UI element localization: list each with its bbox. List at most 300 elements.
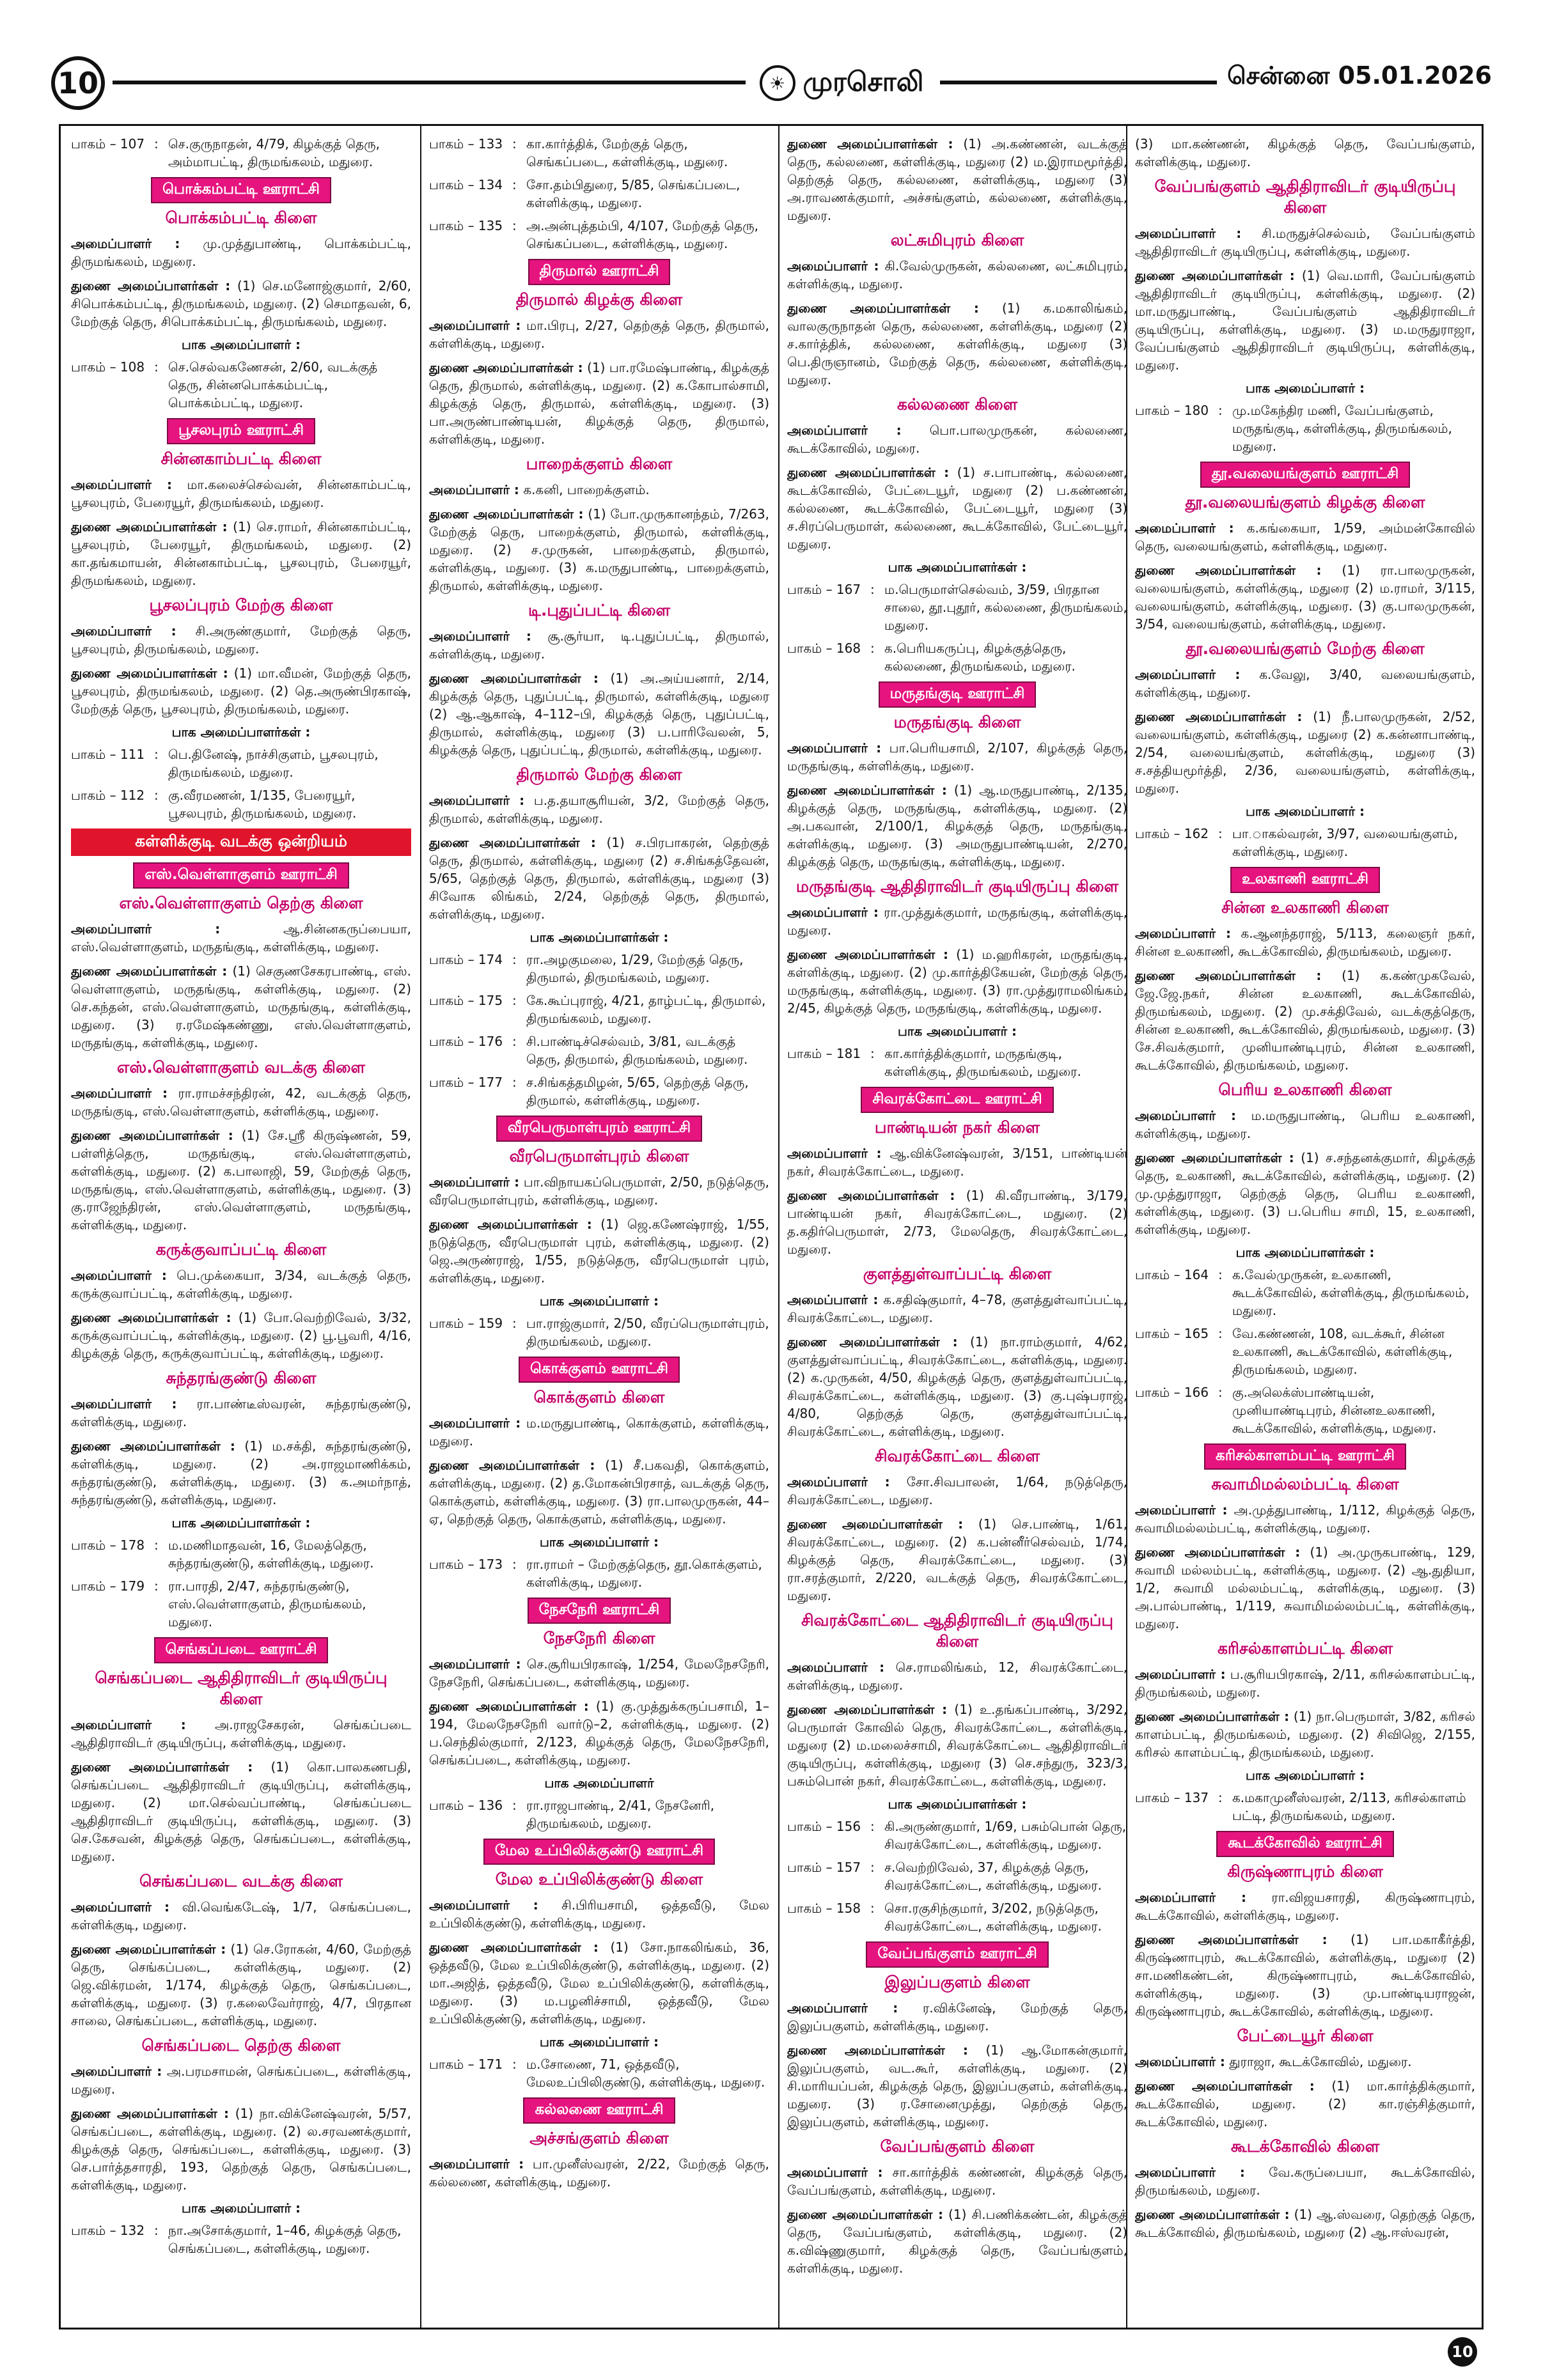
organizer-entry — [1135, 665, 1475, 701]
organizer-entry — [787, 1999, 1127, 2035]
booth-organizer-details: கி.அருண்குமார், 1/69, பசும்பொன் தெரு, சிவரக்கோட்டை, கள்ளிக்குடி, மதுரை. — [884, 1819, 1127, 1852]
branch-heading: திருமால் மேற்கு கிளை — [516, 765, 682, 784]
booth-separator: : — [154, 747, 159, 762]
section-heading-label: திருமால் ஊராட்சி — [528, 259, 671, 285]
role-label: துணை அமைப்பாளர்கள் : — [1135, 968, 1322, 983]
booth-separator: : — [512, 1557, 517, 1572]
booth-entry — [787, 1899, 1127, 1935]
role-label: அமைப்பாளர் : — [1135, 226, 1242, 241]
role-label: அமைப்பாளர் : — [71, 1396, 177, 1412]
organizer-details: க.வேலு, 3/40, வலையங்குளம், கள்ளிக்குடி, மதுரை. — [1135, 667, 1475, 700]
role-label: அமைப்பாளர் : — [1135, 667, 1241, 682]
booth-number: பாகம் – 173 — [429, 1557, 503, 1572]
branch-heading: கிருஷ்ணாபுரம் கிளை — [1227, 1862, 1383, 1881]
section-heading-label: வீரபெருமாள்புரம் ஊராட்சி — [496, 1116, 702, 1142]
section-heading-label: கரிசல்காளம்பட்டி ஊராட்சி — [1204, 1443, 1406, 1470]
organizer-details: (1) க.கண்முகவேல், ஜே.ஜே.நகர், சின்ன உலகாணி, கூடக்கோவில், திருமங்கலம், மதுரை. (2) மு.சக்திவேல், வடக்குத்தெரு, சின்ன உலகாணி, கூடக்கோவில், திருமங்கலம், மதுரை. (3) சே.சிவக்குமார், முனியாண்டிபுரம், சின்ன உலகாணி, கூடக்கோவில், திருமங்கலம், மதுரை. — [1135, 968, 1475, 1073]
column-divider — [420, 126, 421, 2328]
organizer-entry — [71, 235, 411, 270]
section-heading — [71, 1637, 411, 1663]
organizer-entry — [1135, 519, 1475, 555]
branch-heading: மேல உப்பிலிக்குண்டு கிளை — [495, 1870, 703, 1888]
booth-organizer-details: சி.பாண்டிச்செல்வம், 3/81, வடக்குத் தெரு, திருமால், திருமங்கலம், மதுரை. — [526, 1034, 748, 1067]
organizer-details: சோ.சிவபாலன், 1/64, நடுத்தெரு, சிவரக்கோட்டை, மதுரை. — [787, 1474, 1127, 1507]
organizer-details: பா.விநாயகப்பெருமாள், 2/50, நடுத்தெரு, வீரபெருமாள்புரம், கள்ளிக்குடி, மதுரை. — [429, 1174, 769, 1208]
organizer-entry — [71, 1898, 411, 1934]
section-heading-label: தூ.வலையங்குளம் ஊராட்சி — [1200, 462, 1410, 488]
role-label: அமைப்பாளர் : — [787, 2165, 883, 2180]
booth-number: பாகம் – 107 — [71, 136, 145, 152]
organizer-entry — [429, 1697, 769, 1769]
role-label: துணை அமைப்பாளர்கள் : — [787, 300, 979, 316]
branch-heading: நேசநேரி கிளை — [543, 1629, 655, 1647]
organizer-entry — [787, 2205, 1127, 2277]
organizer-entry — [429, 316, 769, 352]
role-label: துணை அமைப்பாளர்கள் : — [71, 519, 228, 534]
branch-heading: கல்லணை கிளை — [897, 395, 1018, 414]
organizer-details: ம.மருதுபாண்டி, பெரிய உலகாணி, கள்ளிக்குடி, மதுரை. — [1135, 1108, 1475, 1141]
booth-entry — [71, 2221, 411, 2257]
booth-number: பாகம் – 132 — [71, 2223, 145, 2238]
role-label: அமைப்பாளர் : — [429, 318, 521, 333]
organizer-entry — [1135, 1149, 1475, 1238]
booth-entry — [429, 217, 769, 253]
booth-number: பாகம் – 168 — [787, 641, 861, 656]
role-label: அமைப்பாளர் : — [1135, 2054, 1225, 2069]
organizer-details: ரா.விஜயசாரதி, கிருஷ்ணாபுரம், கூடக்கோவில், கள்ளிக்குடி, மதுரை. — [1135, 1890, 1475, 1923]
booth-organizer-details: ச.வெற்றிவேல், 37, கிழக்குத் தெரு, சிவரக்கோட்டை, கள்ளிக்குடி, மதுரை. — [884, 1860, 1102, 1893]
role-label: அமைப்பாளர் : — [71, 921, 221, 937]
booth-entry — [429, 1555, 769, 1591]
booth-entry — [1135, 1266, 1475, 1319]
booth-separator: : — [870, 1901, 875, 1916]
organizer-details: (1) கொ.பாலகணபதி, செங்கப்படை ஆதிதிராவிடர் குடியிருப்பு, கள்ளிக்குடி, மதுரை. (2) மா.செல்வப்பாண்டி, செங்கப்படை ஆதிதிராவிடர் குடியிருப்பு, கள்ளிக்குடி, மதுரை. (3) செ.கேசவன், கிழக்குத் தெரு, செங்கப்படை, கள்ளிக்குடி, மதுரை. — [71, 1759, 411, 1864]
booth-number: பாகம் – 164 — [1135, 1267, 1209, 1282]
section-heading-label: கல்லணை ஊராட்சி — [523, 2097, 675, 2124]
booth-number: பாகம் – 166 — [1135, 1385, 1209, 1400]
role-label: துணை அமைப்பாளர்கள் : — [71, 1128, 233, 1143]
organizer-entry — [71, 1437, 411, 1509]
branch-heading: செங்கப்படை தெற்கு கிளை — [141, 2036, 341, 2055]
role-label: அமைப்பாளர் : — [1135, 1890, 1246, 1905]
organizer-entry — [429, 1173, 769, 1209]
booth-number: பாகம் – 165 — [1135, 1326, 1209, 1341]
booth-separator: : — [870, 1860, 875, 1875]
booth-organizer-heading: பாக அமைப்பாளர் : — [1245, 1768, 1365, 1783]
booth-organizer-details: கு.அலெக்ஸ்பாண்டியன், முனியாண்டிபுரம், சின்னஉலகாணி, கூடக்கோவில், கள்ளிக்குடி, மதுரை. — [1232, 1385, 1437, 1436]
role-label: துணை அமைப்பாளர்கள் : — [787, 2207, 943, 2222]
booth-separator: : — [512, 218, 517, 233]
booth-entry — [71, 135, 411, 171]
organizer-details: (1) ரா.பாலமுருகன், வலையங்குளம், கள்ளிக்குடி, மதுரை (2) ம.ராமர், 3/115, வலையங்குளம், கள்ளிக்குடி, மதுரை. (3) கு.பாலமுருகன், 3/54, வலையங்குளம், கள்ளிக்குடி, மதுரை. — [1135, 563, 1475, 632]
booth-organizer-heading: பாக அமைப்பாளர் : — [181, 2200, 301, 2216]
organizer-entry — [429, 1655, 769, 1691]
sun-emblem-icon: ☀ — [760, 65, 795, 101]
booth-separator: : — [154, 136, 159, 152]
organizer-details: (1) ஆ.மோகன்குமார், இலுப்பகுளம், வட.கூர், கள்ளிக்குடி, மதுரை. (2) சி.மாரியப்பன், கிழக்குத் தெரு, இலுப்பகுளம், கள்ளிக்குடி, மதுரை. (3) ர.சோனைமுத்து, தெற்குத் தெரு, இலுப்பகுளம், கள்ளிக்குடி, மதுரை. — [787, 2042, 1127, 2129]
organizer-entry — [429, 834, 769, 923]
role-label: துணை அமைப்பாளர்கள் : — [71, 2106, 230, 2121]
organizer-details: சூ.சூர்யா, டி.புதுப்பட்டி, திருமால், கள்ளிக்குடி, மதுரை. — [429, 628, 769, 662]
organizer-entry — [787, 1144, 1127, 1180]
role-label: துணை அமைப்பாளர்கள் : — [1135, 2078, 1315, 2094]
organizer-entry — [1135, 1931, 1475, 2020]
role-label: அமைப்பாளர் : — [429, 482, 519, 497]
role-label: துணை அமைப்பாளர்கள் : — [429, 1458, 595, 1473]
branch-heading: பாண்டியன் நகர் கிளை — [874, 1118, 1040, 1137]
booth-separator: : — [512, 177, 517, 192]
organizer-details: பெ.முக்கையா, 3/34, வடக்குத் தெரு, கருக்குவாப்பட்டி, கள்ளிக்குடி, மதுரை. — [71, 1268, 411, 1301]
role-label: துணை அமைப்பாளர்கள் : — [787, 1334, 958, 1349]
role-label: அமைப்பாளர் : — [71, 1899, 170, 1915]
booth-number: பாகம் – 133 — [429, 136, 503, 152]
branch-heading: செங்கப்படை ஆதிதிராவிடர் குடியிருப்பு கிளை — [95, 1668, 388, 1708]
booth-entry — [1135, 1383, 1475, 1437]
section-heading-label: மேல உப்பிலிக்குண்டு ஊராட்சி — [483, 1839, 715, 1865]
booth-organizer-details: சோ.தம்பிதுரை, 5/85, செங்கப்படை, கள்ளிக்குடி, மதுரை. — [526, 177, 740, 210]
organizer-entry — [787, 299, 1127, 389]
section-heading-label: உலகாணி ஊராட்சி — [1230, 867, 1380, 893]
booth-number: பாகம் – 177 — [429, 1075, 503, 1090]
role-label: அமைப்பாளர் : — [429, 1174, 520, 1190]
booth-number: பாகம் – 136 — [429, 1798, 503, 1813]
organizer-entry — [429, 791, 769, 827]
organizer-details: (1) ச.பிரபாகரன், தெற்குத் தெரு, திருமால், கள்ளிக்குடி, மதுரை (2) ச.சிங்கத்தேவன், 5/65, தெற்குத் தெரு, திருமால், கள்ளிக்குடி, மதுரை (3) சிவோக லிங்கம், 2/24, தெற்குத் தெரு, திருமால், கள்ளிக்குடி, மதுரை. — [429, 835, 769, 922]
branch-heading: சின்ன உலகாணி கிளை — [1221, 898, 1389, 917]
role-label: துணை அமைப்பாளர்கள் : — [429, 1699, 589, 1714]
booth-entry — [429, 135, 769, 171]
role-label: துணை அமைப்பாளர்கள் : — [1135, 1932, 1328, 1947]
organizer-entry — [429, 1938, 769, 2028]
branch-heading: பொக்கம்பட்டி கிளை — [165, 208, 317, 227]
organizer-entry — [71, 1940, 411, 2030]
role-label: துணை அமைப்பாளர்கள் : — [71, 665, 228, 681]
organizer-entry — [71, 1126, 411, 1234]
booth-entry — [1135, 1325, 1475, 1378]
edition-date: சென்னை 05.01.2026 — [1217, 61, 1492, 93]
booth-separator: : — [154, 2223, 159, 2238]
branch-heading: சுவாமிமல்லம்பட்டி கிளை — [1211, 1475, 1399, 1493]
booth-organizer-heading: பாக அமைப்பாளர் : — [539, 2034, 659, 2049]
organizer-details: மா.கலைச்செல்வன், சின்னகாம்பட்டி, பூசலபுரம், பேரையூர், திருமங்கலம், மதுரை. — [71, 477, 411, 510]
organizer-entry — [787, 903, 1127, 939]
section-heading-label: வேப்பங்குளம் ஊராட்சி — [866, 1941, 1048, 1968]
organizer-details: அ.பரமசாமன், செங்கப்படை, கள்ளிக்குடி, மதுரை. — [71, 2064, 411, 2097]
booth-organizer-details: கா.கார்த்திக், மேற்குத் தெரு, செங்கப்படை, கள்ளிக்குடி, மதுரை. — [526, 136, 728, 169]
organizer-entry — [787, 1291, 1127, 1326]
branch-heading: சிவரக்கோட்டை கிளை — [874, 1447, 1040, 1465]
booth-separator: : — [512, 2057, 517, 2072]
booth-separator: : — [154, 788, 159, 803]
paper-name: முரசொலி — [803, 65, 924, 97]
organizer-details: கி.வேல்முருகன், கல்லணை, லட்சுமிபுரம், கள்ளிக்குடி, மதுரை. — [787, 258, 1127, 292]
organizer-details: (1) நா.விக்னேஷ்வரன், 5/57, செங்கப்படை, கள்ளிக்குடி, மதுரை. (2) ல.சரவணக்குமார், கிழக்குத் தெரு, செங்கப்படை, கள்ளிக்குடி, மதுரை. (3) செ.பார்த்தசாரதி, 193, தெற்குத் தெரு, செங்கப்படை, கள்ளிக்குடி, மதுரை. — [71, 2106, 411, 2193]
section-heading — [429, 2097, 769, 2124]
role-label: அமைப்பாளர் : — [787, 423, 902, 438]
section-heading — [1135, 1831, 1475, 1857]
branch-heading: சுந்தரங்குண்டு கிளை — [166, 1369, 317, 1387]
booth-separator: : — [154, 1578, 159, 1594]
role-label: அமைப்பாளர் : — [787, 740, 882, 756]
branch-heading: வீரபெருமாள்புரம் கிளை — [509, 1147, 689, 1165]
branch-heading: கூடக்கோவில் கிளை — [1230, 2137, 1380, 2156]
organizer-details: (1) அ.முருகபாண்டி, 129, சுவாமி மல்லம்பட்டி, கள்ளிக்குடி, மதுரை. (2) ஆ.துதியா, 1/2, சுவாமி மல்லம்பட்டி, கள்ளிக்குடி, மதுரை. (3) அ.பால்பாண்டி, 1/119, சுவாமிமல்லம்பட்டி, கள்ளிக்குடி, மதுரை. — [1135, 1544, 1475, 1631]
organizer-entry — [787, 2041, 1127, 2131]
booth-organizer-details: ரா.ராஜபாண்டி, 2/41, நேசனேரி, திருமங்கலம், மதுரை. — [526, 1798, 715, 1831]
role-label: அமைப்பாளர் : — [787, 2000, 898, 2016]
organizer-details: (1) மா.வீமன், மேற்குத் தெரு, பூசலபுரம், திருமங்கலம், மதுரை. (2) தெ.அருண்பிரகாஷ், மேற்குத் தெரு, பூசலபுரம், திருமங்கலம், மதுரை. — [71, 665, 411, 717]
organizer-details: (1) சோ.நாகலிங்கம், 36, ஒத்தவீடு, மேல உப்பிலிக்குண்டு, கள்ளிக்குடி, மதுரை. (2) மா.அஜித், ஒத்தவீடு, மேல உப்பிலிக்குண்டு, கள்ளிக்குடி, மதுரை. (3) ம.பழனிச்சாமி, ஒத்தவீடு, மேல உப்பிலிக்குண்டு, கள்ளிக்குடி, மதுரை. — [429, 1940, 769, 2026]
booth-organizer-details: க.பெரியகருப்பு, கிழக்குத்தெரு, கல்லணை, திருமங்கலம், மதுரை. — [884, 641, 1076, 674]
role-label: அமைப்பாளர் : — [71, 623, 176, 639]
organizer-details: செ.ராமலிங்கம், 12, சிவரக்கோட்டை, கள்ளிக்குடி, மதுரை. — [787, 1660, 1127, 1693]
branch-heading: டி.புதுப்பட்டி கிளை — [528, 601, 671, 619]
role-label: அமைப்பாளர் : — [1135, 926, 1232, 941]
section-heading-label: பூசலபுரம் ஊராட்சி — [167, 418, 315, 444]
booth-organizer-details: சொ.ரகுசிந்குமார், 3/202, நடுத்தெரு, சிவரக்கோட்டை, கள்ளிக்குடி, மதுரை. — [884, 1901, 1102, 1934]
booth-organizer-details: ம.பெருமாள்செல்வம், 3/59, பிரதான சாலை, தூ.புதூர், கல்லணை, திருமங்கலம், மதுரை. — [884, 582, 1127, 633]
organizer-entry — [71, 1084, 411, 1120]
organizer-details: சி.பிரியசாமி, ஒத்தவீடு, மேல உப்பிலிக்குண்டு, கள்ளிக்குடி, மதுரை. — [429, 1897, 769, 1931]
organizer-details: (1) நா.ராம்குமார், 4/62, குளத்துள்வாப்பட்டி, சிவரக்கோட்டை, கள்ளிக்குடி, மதுரை. (2) க.முருகன், 4/50, கிழக்குத் தெரு, குளத்துள்வாப்பட்டி, சிவரக்கோட்டை, கள்ளிக்குடி, மதுரை. (3) கு.புஷ்பராஜ், 4/80, தெற்குத் தெரு, குளத்துள்வாப்பட்டி, சிவரக்கோட்டை, கள்ளிக்குடி, மதுரை. — [787, 1334, 1127, 1439]
booth-entry — [429, 176, 769, 212]
booth-entry — [787, 1817, 1127, 1853]
booth-number: பாகம் – 167 — [787, 582, 861, 597]
branch-heading: குளத்துள்வாப்பட்டி கிளை — [863, 1264, 1052, 1283]
role-label: அமைப்பாளர் : — [787, 1474, 890, 1489]
branch-heading: மருதங்குடி கிளை — [893, 713, 1021, 731]
organizer-details: (1) நா.பெருமாள், 3/82, கரிசல் காளம்பட்டி, திருமங்கலம், மதுரை. (2) சிவிஜெ, 2/155, கரிசல் காளம்பட்டி, திருமங்கலம், மதுரை. — [1135, 1709, 1475, 1760]
booth-number: பாகம் – 174 — [429, 952, 503, 967]
booth-entry — [429, 951, 769, 986]
role-label: துணை அமைப்பாளர்கள் : — [71, 1941, 226, 1957]
role-label: துணை அமைப்பாளர்கள் : — [429, 1217, 592, 1232]
organizer-entry — [71, 476, 411, 511]
branch-heading: தூ.வலையங்குளம் கிழக்கு கிளை — [1185, 493, 1425, 511]
booth-entry — [429, 2055, 769, 2091]
organizer-details: மா.பிரபு, 2/27, தெற்குத் தெரு, திருமால், கள்ளிக்குடி, மதுரை. — [429, 318, 769, 351]
role-label: துணை அமைப்பாளர்கள் : — [71, 1759, 253, 1775]
booth-entry — [1135, 1789, 1475, 1824]
organizer-details: பா.முனீஸ்வரன், 2/22, மேற்குத் தெரு, கல்லணை, கள்ளிக்குடி, மதுரை. — [429, 2156, 769, 2189]
role-label: துணை அமைப்பாளர்கள் : — [1135, 563, 1322, 578]
booth-separator: : — [870, 582, 875, 597]
section-heading — [787, 1087, 1127, 1113]
booth-entry — [429, 1073, 769, 1109]
organizer-details: அ.முத்துபாண்டி, 1/112, கிழக்குத் தெரு, சுவாமிமல்லம்பட்டி, கள்ளிக்குடி, மதுரை. — [1135, 1502, 1475, 1536]
organizer-details: சி.அருண்குமார், மேற்குத் தெரு, பூசலபுரம், திருமங்கலம், மதுரை. — [71, 623, 411, 657]
booth-organizer-details: ம.சோணை, 71, ஒத்தவீடு, மேலஉப்பிலிகுண்டு, கள்ளிக்குடி, மதுரை. — [526, 2057, 765, 2090]
booth-entry — [429, 1796, 769, 1832]
organizer-details: (1) ஆ.ஸ்வரை, தெற்குத் தெரு, கூடக்கோவில், திருமங்கலம், மதுரை (2) ஆ.ஈஸ்வரன், — [1135, 2207, 1475, 2240]
organizer-entry — [1135, 708, 1475, 797]
role-label: அமைப்பாளர் : — [71, 1717, 186, 1732]
booth-entry — [429, 1314, 769, 1350]
booth-separator: : — [1218, 1790, 1223, 1805]
role-label: துணை அமைப்பாளர்கள் : — [71, 1310, 231, 1325]
organizer-details: (1) ம.ஹரிகரன், மருதங்குடி, கள்ளிக்குடி, மதுரை. (2) மு.கார்த்திகேயன், மேற்குத் தெரு, மருதங்குடி, கள்ளிக்குடி, மதுரை. (3) ரா.முத்துராமலிங்கம், 2/45, கிழக்குத் தெரு, மருதங்குடி, கள்ளிக்குடி, மதுரை. — [787, 947, 1127, 1016]
organizer-entry — [1135, 2077, 1475, 2131]
masthead — [51, 56, 1492, 107]
content-frame — [59, 124, 1484, 2329]
organizer-details: (1) சீ.பகவதி, கொக்குளம், கள்ளிக்குடி, மதுரை. (2) த.மோகன்பிரசாத், வடக்குத் தெரு, கொக்குளம், கள்ளிக்குடி, மதுரை. (3) ரா.பாலமுருகன், 44–ஏ, தெற்குத் தெரு, கொக்குளம், கள்ளிக்குடி, மதுரை. — [429, 1458, 769, 1527]
booth-entry — [1135, 401, 1475, 455]
branch-heading: செங்கப்படை வடக்கு கிளை — [139, 1872, 343, 1890]
booth-separator: : — [870, 1819, 875, 1834]
branch-heading: சின்னகாம்பட்டி கிளை — [161, 449, 322, 468]
organizer-entry — [787, 2163, 1127, 2199]
section-heading-label: கொக்குளம் ஊராட்சி — [519, 1357, 680, 1383]
section-heading-label: மருதங்குடி ஊராட்சி — [879, 681, 1037, 708]
booth-separator: : — [512, 1034, 517, 1049]
booth-separator: : — [1218, 1326, 1223, 1341]
organizer-entry — [787, 1333, 1127, 1440]
role-label: அமைப்பாளர் : — [71, 236, 180, 251]
role-label: துணை அமைப்பாளர்கள் : — [71, 963, 228, 979]
organizer-entry — [71, 277, 411, 331]
footer-page-number: 10 — [1448, 2337, 1477, 2367]
organizer-details: (1) க.மகாலிங்கம், வாலகுருநாதன் தெரு, கல்லணை, கள்ளிக்குடி, மதுரை (2) ச.கார்த்திக், கல்லணை, கள்ளிக்குடி, மதுரை (3) பெ.திருஞானம், மேற்குத் தெரு, கல்லணை, கள்ளிக்குடி, மதுரை. — [787, 300, 1127, 387]
organizer-entry — [429, 1896, 769, 1932]
organizer-entry — [71, 1716, 411, 1752]
booth-number: பாகம் – 135 — [429, 218, 503, 233]
organizer-entry — [429, 669, 769, 759]
booth-number: பாகம் – 179 — [71, 1578, 145, 1594]
organizer-entry — [1135, 1543, 1475, 1633]
section-heading — [71, 862, 411, 889]
column-4 — [1135, 135, 1475, 2321]
booth-separator: : — [512, 1316, 517, 1331]
organizer-details: வே.கருப்பையா, கூடக்கோவில், திருமங்கலம், மதுரை. — [1135, 2165, 1475, 2198]
booth-number: பாகம் – 176 — [429, 1034, 503, 1049]
role-label: துணை அமைப்பாளர்கள் : — [429, 671, 599, 686]
booth-number: பாகம் – 111 — [71, 747, 145, 762]
organizer-entry — [787, 1658, 1127, 1694]
branch-heading: அச்சங்குளம் கிளை — [529, 2129, 669, 2147]
organizer-details: (1) செகுணசேகரபாண்டி, எஸ். வெள்ளாகுளம், மருதங்குடி, கள்ளிக்குடி, மதுரை. (2) செ.கந்தன், எஸ்.வெள்ளாகுளம், மருதங்குடி, கள்ளிக்குடி, மதுரை. (3) ர.ரமேஷ்கண்ணு, எஸ்.வெள்ளாகுளம், மருதங்குடி, கள்ளிக்குடி, மதுரை. — [71, 963, 411, 1050]
organizer-entry — [1135, 1707, 1475, 1761]
booth-organizer-details: செ.குருநாதன், 4/79, கிழக்குத் தெரு, அம்மாபட்டி, திருமங்கலம், மதுரை. — [168, 136, 380, 169]
organizer-details: மு.முத்துபாண்டி, பொக்கம்பட்டி, திருமங்கலம், மதுரை. — [71, 236, 411, 269]
booth-organizer-heading: பாக அமைப்பாளர்கள் : — [529, 929, 669, 945]
column-2 — [429, 135, 769, 2321]
organizer-entry — [71, 2062, 411, 2098]
section-heading — [429, 1357, 769, 1383]
role-label: அமைப்பாளர் : — [787, 905, 879, 920]
booth-separator: : — [1218, 403, 1223, 418]
page-number-badge: 10 — [51, 56, 105, 110]
booth-organizer-heading: பாக அமைப்பாளர்கள் : — [888, 559, 1027, 575]
booth-number: பாகம் – 158 — [787, 1901, 861, 1916]
booth-number: பாகம் – 112 — [71, 788, 145, 803]
role-label: துணை அமைப்பாளர்கள் : — [429, 360, 583, 375]
role-label: அமைப்பாளர் : — [787, 1660, 885, 1675]
organizer-details: (1) சே.ஸ்ரீ கிருஷ்ணன், 59, பள்ளித்தெரு, மருதங்குடி, எஸ்.வெள்ளாகுளம், கள்ளிக்குடி, மதுரை. (2) க.பாலாஜி, 59, மேற்குத் தெரு, மருதங்குடி, எஸ்.வெள்ளாகுளம், கள்ளிக்குடி, மதுரை. (3) கு.ராஜேந்திரன், எஸ்.வெள்ளாகுளம், மருதங்குடி, கள்ளிக்குடி, மதுரை. — [71, 1128, 411, 1233]
booth-number: பாகம் – 175 — [429, 993, 503, 1008]
organizer-details: ம.மருதுபாண்டி, கொக்குளம், கள்ளிக்குடி, மதுரை. — [429, 1415, 769, 1449]
booth-number: பாகம் – 178 — [71, 1537, 145, 1553]
role-label: அமைப்பாளர் : — [429, 1656, 521, 1672]
role-label: துணை அமைப்பாளர்கள் : — [71, 278, 231, 293]
organizer-entry — [429, 481, 769, 499]
booth-separator: : — [1218, 826, 1223, 841]
organizer-entry — [787, 1473, 1127, 1509]
section-heading — [1135, 462, 1475, 488]
section-heading-label: எஸ்.வெள்ளாகுளம் ஊராட்சி — [133, 862, 349, 889]
organizer-entry — [429, 359, 769, 448]
organizer-entry — [71, 622, 411, 658]
organizer-entry — [787, 421, 1127, 457]
booth-organizer-details: நா.அசோக்குமார், 1–46, கிழக்குத் தெரு, செங்கப்படை, கள்ளிக்குடி, மதுரை. — [168, 2223, 402, 2256]
organizer-details: (1) அ.கண்ணன், வடக்குத் தெரு, கல்லணை, கள்ளிக்குடி, மதுரை (2) ம.இராமமூர்த்தி, தெற்குத் தெரு, கல்லணை, கள்ளிக்குடி, மதுரை (3) அ.ராவணக்குமார், அச்சங்குளம், கல்லணை, கள்ளிக்குடி, மதுரை. — [787, 136, 1127, 223]
role-label: அமைப்பாளர் : — [1135, 1667, 1226, 1682]
booth-organizer-details: க.மகாமுனீஸ்வரன், 2/113, கரிசல்காளம் பட்டி, திருமங்கலம், மதுரை. — [1232, 1790, 1466, 1823]
booth-entry — [71, 1577, 411, 1631]
organizer-entry — [1135, 561, 1475, 633]
masthead-logo-group — [746, 59, 937, 107]
branch-heading: மருதங்குடி ஆதிதிராவிடர் குடியிருப்பு கிளை — [795, 877, 1119, 896]
role-label: துணை அமைப்பாளர்கள் : — [1135, 709, 1303, 724]
branch-heading: தூ.வலையங்குளம் மேற்கு கிளை — [1186, 639, 1425, 658]
role-label: துணை அமைப்பாளர்கள் : — [1135, 268, 1295, 283]
booth-entry — [787, 1045, 1127, 1080]
section-heading — [429, 259, 769, 285]
organizer-entry — [1135, 2053, 1475, 2071]
booth-number: பாகம் – 137 — [1135, 1790, 1209, 1805]
role-label: அமைப்பாளர் : — [1135, 520, 1234, 536]
booth-organizer-heading: பாக அமைப்பாளர் : — [897, 1023, 1017, 1039]
booth-organizer-details: ரா.அழகுமலை, 1/29, மேற்குத் தெரு, திருமால், திருமங்கலம், மதுரை. — [526, 952, 744, 985]
branch-heading: பெரிய உலகாணி கிளை — [1218, 1080, 1392, 1099]
section-heading — [71, 177, 411, 203]
organizer-entry — [429, 2155, 769, 2191]
organizer-details: (1) ஆ.மருதுபாண்டி, 2/135, கிழக்குத் தெரு, மருதங்குடி, கள்ளிக்குடி, மதுரை. (2) அ.பகவான், 2/100/1, கிழக்குத் தெரு, மருதங்குடி, கள்ளிக்குடி, மதுரை. (3) அமருதுபாண்டியன், 2/270, கிழக்குத் தெரு, மருதங்குடி, கள்ளிக்குடி, மதுரை. — [787, 782, 1127, 869]
booth-number: பாகம் – 159 — [429, 1316, 503, 1331]
organizer-details: (1) நீ.பாலமுருகன், 2/52, வலையங்குளம், கள்ளிக்குடி, மதுரை (2) க.கன்னாபாண்டி, 2/54, வலையங்குளம், கள்ளிக்குடி, மதுரை (3) ச.சத்தியமூர்த்தி, 2/36, வலையங்குளம், கள்ளிக்குடி, மதுரை. — [1135, 709, 1475, 796]
organizer-entry — [787, 135, 1127, 224]
organizer-details: ப.த.தயாசூரியன், 3/2, மேற்குத் தெரு, திருமால், கள்ளிக்குடி, மதுரை. — [429, 793, 769, 826]
booth-organizer-details: பா.ாகல்வரன், 3/97, வலையங்குளம், கள்ளிக்குடி, மதுரை. — [1232, 826, 1458, 859]
organizer-entry — [1135, 924, 1475, 960]
column-1 — [71, 135, 411, 2321]
organizer-entry — [429, 1215, 769, 1287]
masthead-rule-left — [113, 81, 746, 84]
booth-organizer-details: கா.கார்த்திக்குமார், மருதங்குடி, கள்ளிக்குடி, திருமங்கலம், மதுரை. — [884, 1046, 1081, 1079]
role-label: துணை அமைப்பாளர்கள் : — [1135, 1709, 1290, 1724]
booth-separator: : — [1218, 1385, 1223, 1400]
branch-heading: பாறைக்குளம் கிளை — [526, 455, 673, 473]
organizer-details: (1) செ.ராமர், சின்னகாம்பட்டி, பூசலபுரம், பேரையூர், திருமங்கலம், மதுரை. (2) கா.தங்கமாயன், சின்னகாம்பட்டி, பூசலபுரம், பேரையூர், திருமங்கலம், மதுரை. — [71, 519, 411, 588]
organizer-entry — [429, 627, 769, 663]
booth-organizer-details: மு.மகேந்திர மணி, வேப்பங்குளம், மருதங்குடி, கள்ளிக்குடி, திருமங்கலம், மதுரை. — [1232, 403, 1452, 454]
organizer-entry — [1135, 267, 1475, 374]
booth-separator: : — [154, 1537, 159, 1553]
organizer-entry — [787, 781, 1127, 871]
organizer-details: க.சதிஷ்குமார், 4–78, குளத்துள்வாப்பட்டி, சிவரக்கோட்டை, மதுரை. — [787, 1292, 1127, 1325]
organizer-details: (1) வெ.மாரி, வேப்பங்குளம் ஆதிதிராவிடர் குடியிருப்பு, கள்ளிக்குடி, மதுரை. (2) மா.மருதுபாண்டி, வேப்பங்குளம் ஆதிதிராவிடர் குடியிருப்பு, கள்ளிக்குடி, மதுரை. (3) ம.மருதுராஜா, வேப்பங்குளம் ஆதிதிராவிடர் குடியிருப்பு, கள்ளிக்குடி, மதுரை. — [1135, 268, 1475, 373]
organizer-entry — [1135, 1665, 1475, 1701]
booth-organizer-details: கு.வீரமணன், 1/135, பேரையூர், பூசலபுரம், திருமங்கலம், மதுரை. — [168, 788, 357, 821]
section-heading — [429, 1116, 769, 1142]
organizer-entry — [787, 1700, 1127, 1790]
organizer-entry — [429, 1456, 769, 1528]
booth-organizer-heading: பாக அமைப்பாளர்கள் : — [1235, 1245, 1375, 1260]
role-label: அமைப்பாளர் : — [71, 1085, 168, 1101]
organizer-details: பொ.பாலமுருகன், கல்லணை, கூடக்கோவில், மதுரை. — [787, 423, 1127, 456]
role-label: அமைப்பாளர் : — [429, 793, 525, 808]
organizer-details: துராஜா, கூடக்கோவில், மதுரை. — [1229, 2054, 1412, 2069]
booth-organizer-heading: பாக அமைப்பாளர் : — [539, 1293, 659, 1309]
